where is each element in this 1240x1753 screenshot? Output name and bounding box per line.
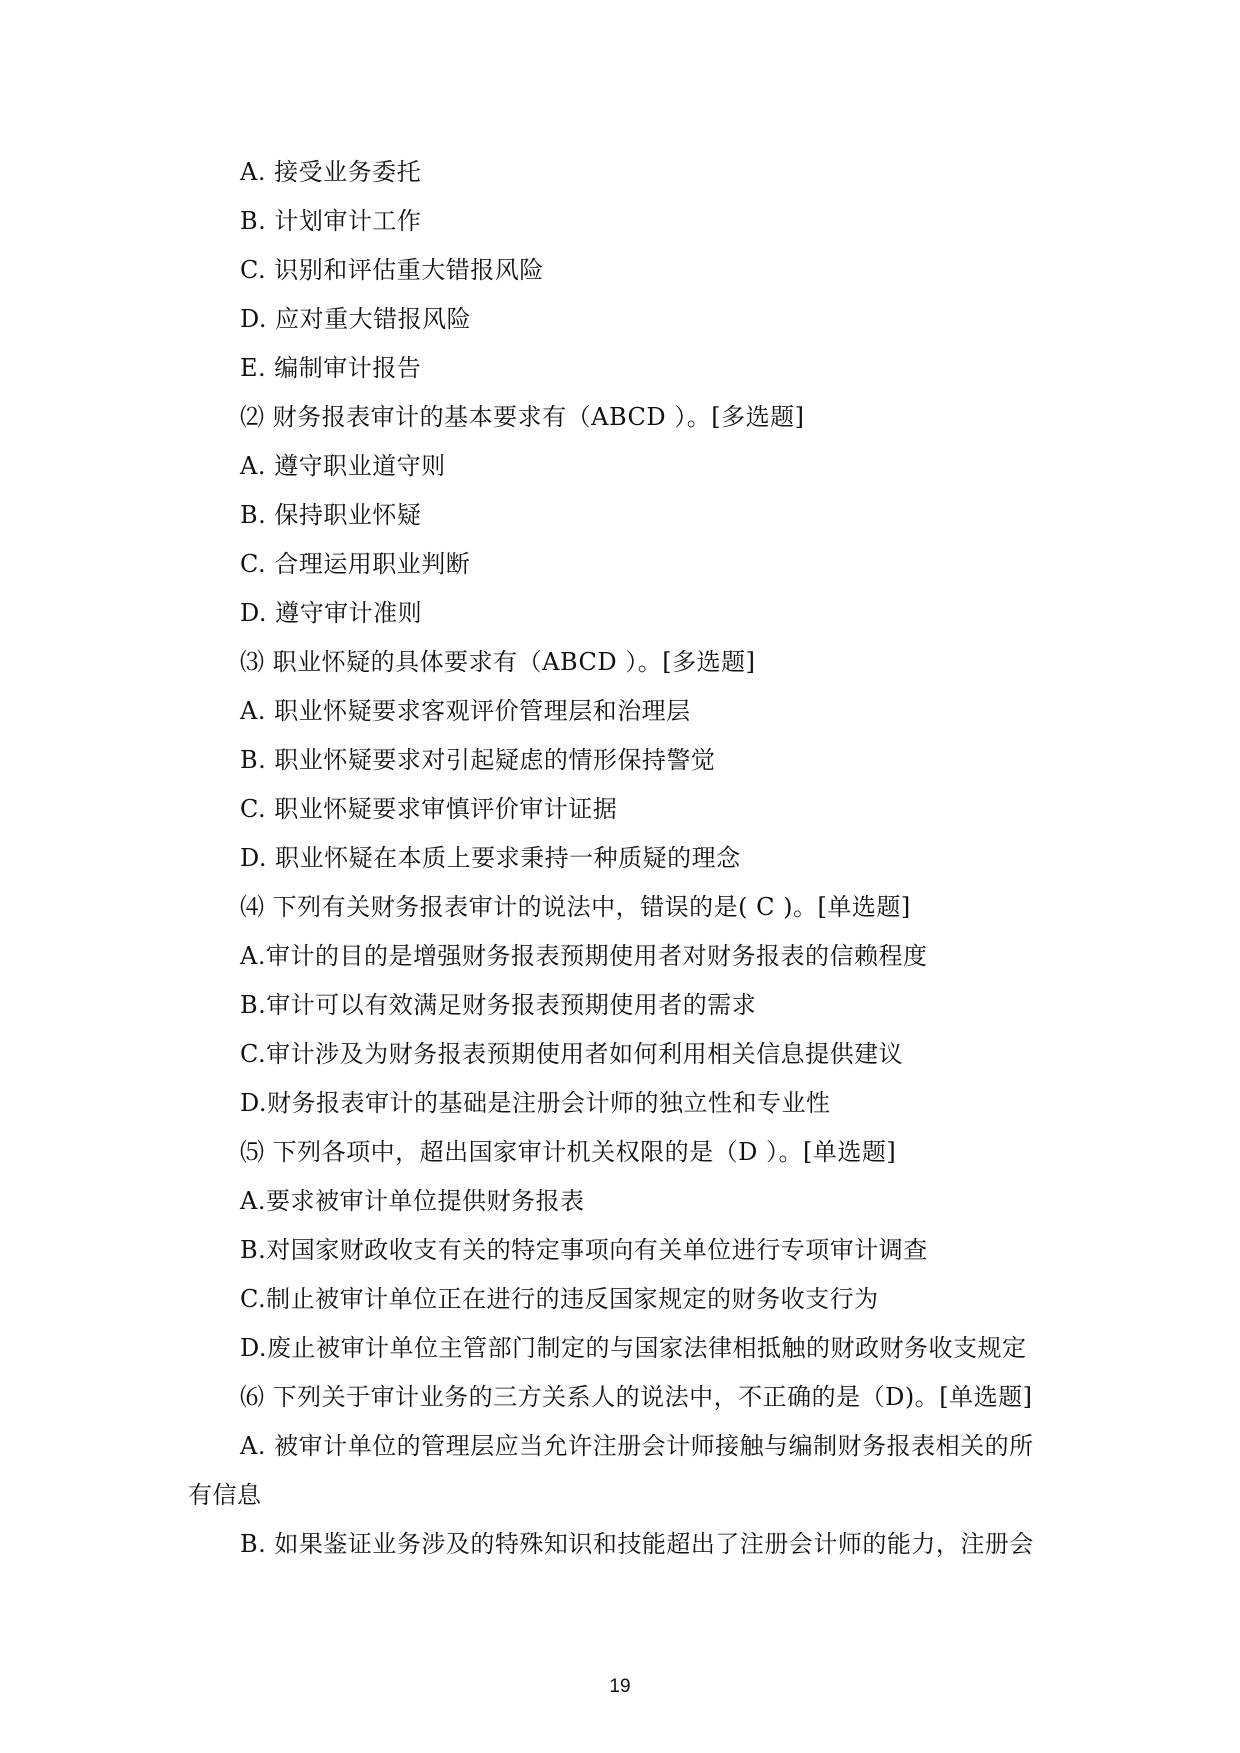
option-line: B.审计可以有效满足财务报表预期使用者的需求: [240, 991, 757, 1019]
option-line: A. 遵守职业道守则: [240, 452, 446, 480]
question-line: ⑶ 职业怀疑的具体要求有（ABCD ）。[多选题]: [240, 648, 756, 676]
option-line-continuation: 有信息: [188, 1481, 262, 1509]
option-line: D. 应对重大错报风险: [240, 305, 472, 333]
option-line: A. 职业怀疑要求客观评价管理层和治理层: [240, 697, 691, 725]
question-line: ⑷ 下列有关财务报表审计的说法中，错误的是( C )。[单选题]: [240, 893, 911, 921]
option-line: B. 职业怀疑要求对引起疑虑的情形保持警觉: [240, 746, 716, 774]
option-line: A.审计的目的是增强财务报表预期使用者对财务报表的信赖程度: [240, 942, 928, 970]
option-line: D. 遵守审计准则: [240, 599, 423, 627]
option-line: B. 计划审计工作: [240, 207, 422, 235]
question-line: ⑹ 下列关于审计业务的三方关系人的说法中，不正确的是（D)。[单选题]: [240, 1383, 1033, 1411]
option-line: B. 保持职业怀疑: [240, 501, 422, 529]
question-line: ⑵ 财务报表审计的基本要求有（ABCD ）。[多选题]: [240, 403, 805, 431]
page-content: [188, 148, 1058, 1569]
option-line: A. 被审计单位的管理层应当允许注册会计师接触与编制财务报表相关的所: [240, 1432, 1034, 1460]
option-line: B. 如果鉴证业务涉及的特殊知识和技能超出了注册会计师的能力，注册会: [240, 1530, 1034, 1558]
option-line: D. 职业怀疑在本质上要求秉持一种质疑的理念: [240, 844, 741, 872]
question-line: ⑸ 下列各项中，超出国家审计机关权限的是（D ）。[单选题]: [240, 1138, 897, 1166]
option-line: C. 合理运用职业判断: [240, 550, 471, 578]
option-line: C. 识别和评估重大错报风险: [240, 256, 544, 284]
option-line: C.审计涉及为财务报表预期使用者如何利用相关信息提供建议: [240, 1040, 904, 1068]
option-line: A.要求被审计单位提供财务报表: [240, 1187, 585, 1215]
page-number: 19: [609, 1676, 631, 1697]
option-line: B.对国家财政收支有关的特定事项向有关单位进行专项审计调查: [240, 1236, 928, 1264]
option-line: E. 编制审计报告: [240, 354, 422, 382]
option-line: A. 接受业务委托: [240, 158, 422, 186]
option-line: D.废止被审计单位主管部门制定的与国家法律相抵触的财政财务收支规定: [240, 1334, 1027, 1362]
option-line: C. 职业怀疑要求审慎评价审计证据: [240, 795, 618, 823]
option-line: D.财务报表审计的基础是注册会计师的独立性和专业性: [240, 1089, 831, 1117]
option-line: C.制止被审计单位正在进行的违反国家规定的财务收支行为: [240, 1285, 879, 1313]
